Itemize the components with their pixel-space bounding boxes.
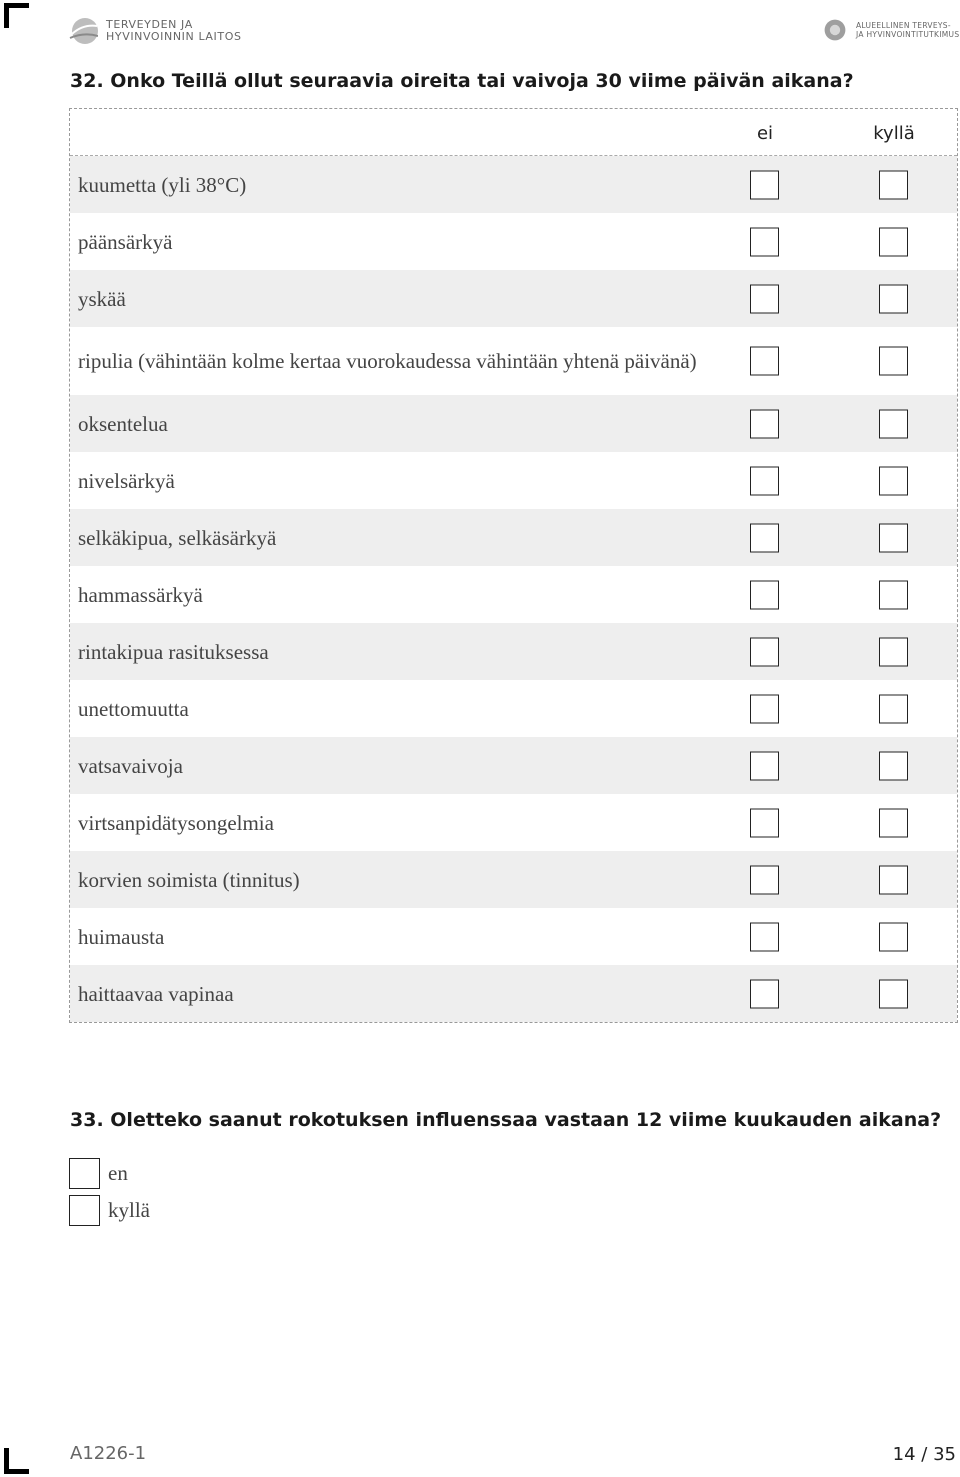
checkbox-ei[interactable] [750, 580, 779, 609]
symptom-label: oksentelua [78, 411, 168, 436]
checkbox-ei[interactable] [750, 347, 779, 376]
checkbox-ei[interactable] [750, 808, 779, 837]
table-row [70, 213, 957, 270]
checkbox-kylla[interactable] [879, 347, 908, 376]
checkbox-ei[interactable] [750, 409, 779, 438]
table-row [70, 509, 957, 566]
option-en[interactable] [69, 1158, 128, 1189]
ath-logo [822, 17, 959, 43]
page-number: 14 / 35 [892, 1444, 956, 1465]
checkbox-kylla[interactable] [879, 637, 908, 666]
form-code: A1226-1 [70, 1443, 147, 1464]
globe-icon [68, 16, 98, 46]
table-row [70, 965, 957, 1022]
thl-logo [68, 16, 242, 46]
table-row [70, 794, 957, 851]
checkbox-ei[interactable] [750, 466, 779, 495]
symptom-label: yskää [78, 286, 126, 311]
table-row [70, 327, 957, 395]
table-header [70, 109, 957, 156]
checkbox-kylla[interactable] [879, 580, 908, 609]
checkbox-kylla[interactable] [879, 865, 908, 894]
symptom-label: selkäkipua, selkäsärkyä [78, 525, 277, 550]
checkbox-ei[interactable] [750, 751, 779, 780]
option-label: kyllä [108, 1198, 150, 1222]
symptom-table [69, 108, 958, 1023]
checkbox-kylla[interactable] [879, 284, 908, 313]
column-kylla: kyllä [873, 123, 915, 144]
question-32-title: 32. Onko Teillä ollut seuraavia oireita tai vaivoja 30 viime päivän aikana? [70, 70, 854, 92]
option-kylla[interactable] [69, 1195, 150, 1226]
checkbox-kylla[interactable] [879, 694, 908, 723]
checkbox-ei[interactable] [750, 170, 779, 199]
table-row [70, 395, 957, 452]
checkbox-kylla[interactable] [879, 409, 908, 438]
checkbox-kylla[interactable] [879, 466, 908, 495]
table-row [70, 270, 957, 327]
symptom-label: rintakipua rasituksessa [78, 639, 269, 664]
checkbox-kylla[interactable] [879, 808, 908, 837]
symptom-label: vatsavaivoja [78, 753, 183, 778]
checkbox-ei[interactable] [750, 637, 779, 666]
checkbox-ei[interactable] [750, 227, 779, 256]
table-row [70, 680, 957, 737]
checkbox-kylla[interactable] [69, 1195, 100, 1226]
column-ei: ei [756, 123, 774, 144]
symptom-label: korvien soimista (tinnitus) [78, 867, 300, 892]
question-33-title: 33. Oletteko saanut rokotuksen influenssaa vastaan 12 viime kuukauden aikana? [70, 1109, 942, 1131]
checkbox-en[interactable] [69, 1158, 100, 1189]
table-row [70, 452, 957, 509]
symptom-label: nivelsärkyä [78, 468, 175, 493]
checkbox-ei[interactable] [750, 922, 779, 951]
symptom-label: unettomuutta [78, 696, 189, 721]
symptom-label: virtsanpidätysongelmia [78, 810, 274, 835]
ath-logo-text: ALUEELLINEN TERVEYS- JA HYVINVOINTITUTKIMUS [856, 21, 960, 39]
checkbox-kylla[interactable] [879, 523, 908, 552]
table-row [70, 156, 957, 213]
checkbox-kylla[interactable] [879, 170, 908, 199]
checkbox-ei[interactable] [750, 523, 779, 552]
thl-logo-text: TERVEYDEN JA HYVINVOINNIN LAITOS [106, 18, 242, 43]
checkbox-kylla[interactable] [879, 227, 908, 256]
option-label: en [108, 1161, 128, 1185]
globe-icon [822, 17, 848, 43]
checkbox-ei[interactable] [750, 284, 779, 313]
symptom-label: huimausta [78, 924, 165, 949]
table-row [70, 737, 957, 794]
checkbox-ei[interactable] [750, 694, 779, 723]
corner-mark-top [4, 3, 9, 28]
checkbox-kylla[interactable] [879, 979, 908, 1008]
symptom-label: kuumetta (yli 38°C) [78, 172, 247, 197]
table-row [70, 623, 957, 680]
checkbox-ei[interactable] [750, 979, 779, 1008]
symptom-label: hammassärkyä [78, 582, 203, 607]
symptom-label: päänsärkyä [78, 229, 173, 254]
table-row [70, 851, 957, 908]
symptom-label: ripulia (vähintään kolme kertaa vuorokaudessa vähintään yhtenä päivänä) [78, 349, 697, 373]
checkbox-kylla[interactable] [879, 751, 908, 780]
symptom-label: haittaavaa vapinaa [78, 981, 234, 1006]
checkbox-ei[interactable] [750, 865, 779, 894]
checkbox-kylla[interactable] [879, 922, 908, 951]
table-row [70, 908, 957, 965]
table-row [70, 566, 957, 623]
corner-mark-bottom [4, 1469, 29, 1474]
